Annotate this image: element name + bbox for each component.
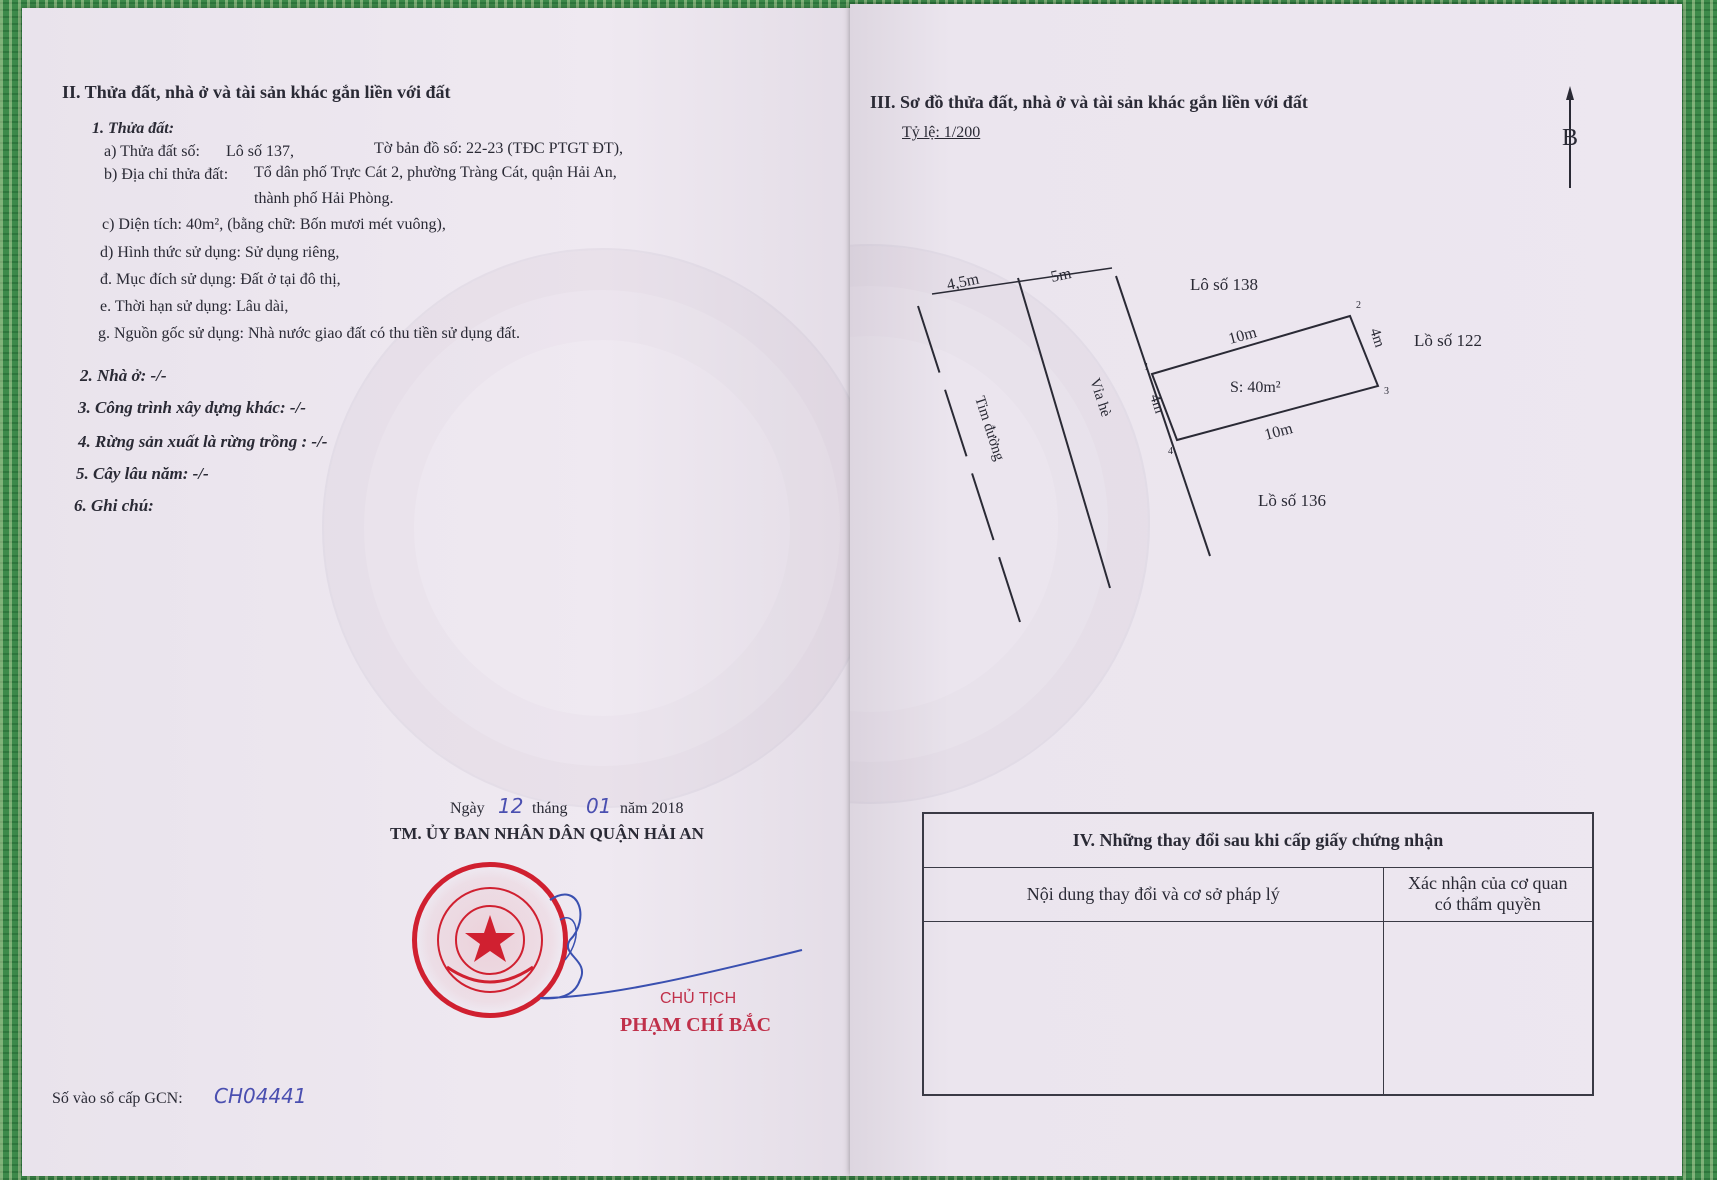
date-month: 01 xyxy=(586,794,612,818)
issuing-authority: TM. ỦY BAN NHÂN DÂN QUẬN HẢI AN xyxy=(390,824,704,843)
changes-table xyxy=(922,812,1594,1096)
parcel-area: S: 40m² xyxy=(1230,379,1281,396)
changes-col-confirm-line1: Xác nhận của cơ quan xyxy=(1408,873,1568,893)
changes-confirm-cell xyxy=(1383,921,1593,1095)
signer-name: PHẠM CHÍ BẮC xyxy=(620,1014,772,1036)
vertex-3-label: 3 xyxy=(1384,386,1389,397)
adjacent-lot-south: Lồ số 136 xyxy=(1258,491,1326,510)
road-width-b: 5m xyxy=(1049,265,1073,286)
date-prefix: Ngày xyxy=(450,800,485,817)
road-width-a: 4,5m xyxy=(945,270,981,294)
address-line-2: thành phố Hải Phòng. xyxy=(254,190,394,207)
parcel-number-label: a) Thửa đất số: xyxy=(104,143,200,160)
parcel-diagram xyxy=(880,80,1600,640)
north-label: B xyxy=(1562,125,1579,151)
parcel-heading: 1. Thửa đất: xyxy=(92,120,175,137)
road-edge xyxy=(1018,278,1110,588)
changes-col-content: Nội dung thay đổi và cơ sở pháp lý xyxy=(923,867,1383,921)
item-production-forest: 4. Rừng sản xuất là rừng trồng : -/- xyxy=(78,432,328,451)
parcel-boundary xyxy=(1152,316,1378,440)
usage-origin-line: g. Nguồn gốc sử dụng: Nhà nước giao đất có thu tiền sử dụng đất. xyxy=(98,325,520,342)
section-iii-title: III. Sơ đồ thửa đất, nhà ở và tài sản khác gắn liền với đất xyxy=(870,92,1308,112)
road-centerline xyxy=(918,306,1020,622)
north-arrow-head-icon xyxy=(1566,86,1574,100)
area-line: c) Diện tích: 40m², (bằng chữ: Bốn mươi mét vuông), xyxy=(102,216,446,233)
changes-table-title: IV. Những thay đổi sau khi cấp giấy chứng nhận xyxy=(923,813,1593,867)
address-label: b) Địa chỉ thửa đất: xyxy=(104,166,229,183)
usage-purpose-line: đ. Mục đích sử dụng: Đất ở tại đô thị, xyxy=(100,271,341,288)
changes-col-confirm xyxy=(1383,867,1593,921)
sidewalk-label: Vỉa hè xyxy=(1086,376,1114,419)
adjacent-lot-east: Lồ số 122 xyxy=(1414,331,1482,350)
address-line-1: Tổ dân phố Trực Cát 2, phường Tràng Cát, quận Hải An, xyxy=(254,164,617,181)
registry-value: CH04441 xyxy=(214,1084,307,1108)
changes-content-cell xyxy=(923,921,1383,1095)
left-edge-length: 4m xyxy=(1146,392,1168,416)
changes-col-confirm-line2: có thẩm quyền xyxy=(1434,894,1541,914)
item-other-construction: 3. Công trình xây dựng khác: -/- xyxy=(78,398,306,417)
date-day: 12 xyxy=(498,794,524,818)
signer-title: CHỦ TỊCH xyxy=(660,990,737,1007)
section-ii-title: II. Thửa đất, nhà ở và tài sản khác gắn liền với đất xyxy=(62,82,451,102)
usage-form-line: d) Hình thức sử dụng: Sử dụng riêng, xyxy=(100,244,340,261)
registry-label: Số vào sổ cấp GCN: xyxy=(52,1090,183,1107)
parcel-number-value: Lô số 137, xyxy=(226,143,294,160)
map-scale: Tỷ lệ: 1/200 xyxy=(902,124,981,141)
bottom-edge-length: 10m xyxy=(1262,420,1295,444)
sidewalk-edge xyxy=(1116,276,1210,556)
right-edge-length: 4m xyxy=(1366,326,1388,350)
date-year: năm 2018 xyxy=(620,800,684,817)
item-notes: 6. Ghi chú: xyxy=(74,496,154,515)
adjacent-lot-north: Lô số 138 xyxy=(1190,275,1258,294)
vertex-1-label: 1 xyxy=(1144,362,1149,373)
item-house: 2. Nhà ở: -/- xyxy=(80,366,167,385)
vertex-4-label: 4 xyxy=(1168,446,1173,457)
map-sheet-number: Tờ bản đồ số: 22-23 (TĐC PTGT ĐT), xyxy=(374,140,624,157)
centerline-label: Tim đường xyxy=(971,394,1008,463)
top-edge-length: 10m xyxy=(1226,324,1259,348)
date-month-label: tháng xyxy=(532,800,568,817)
usage-term-line: e. Thời hạn sử dụng: Lâu dài, xyxy=(100,298,289,315)
item-perennial-trees: 5. Cây lâu năm: -/- xyxy=(76,464,209,483)
vertex-2-label: 2 xyxy=(1356,300,1361,311)
